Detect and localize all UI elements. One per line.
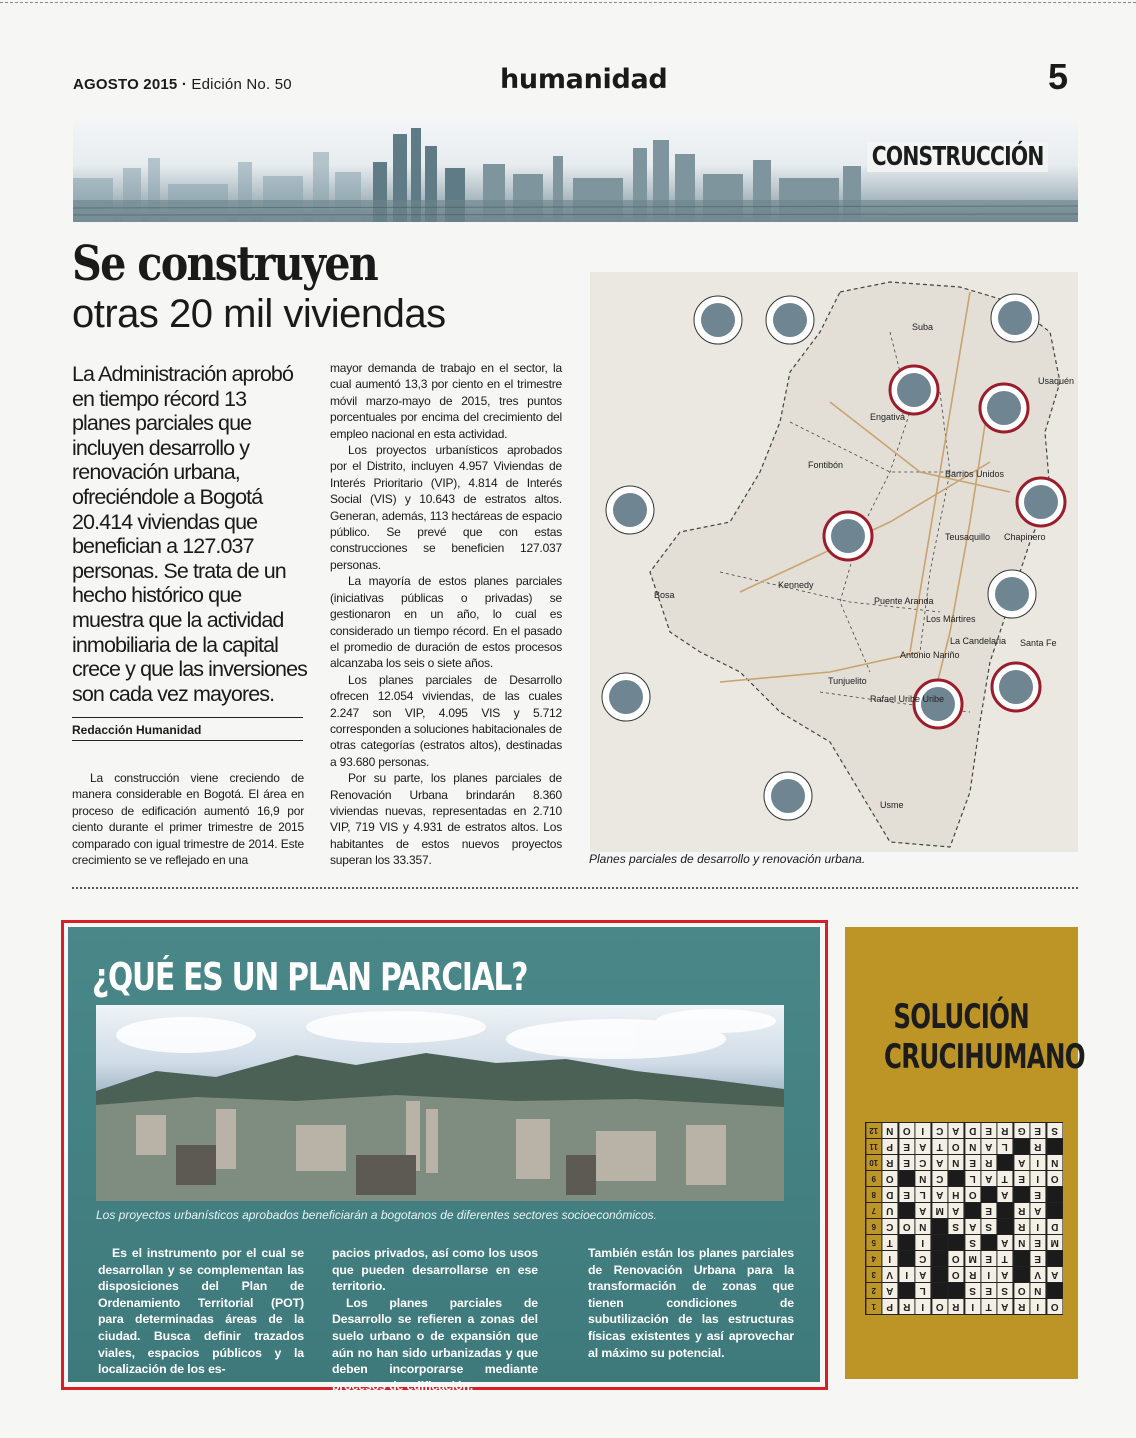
grid-letter-cell: E xyxy=(981,1283,996,1298)
grid-letter-cell: P xyxy=(882,1139,897,1154)
grid-letter-cell: R xyxy=(981,1155,996,1170)
map-label: Usaquén xyxy=(1038,376,1075,386)
grid-letter-cell: U xyxy=(882,1203,897,1218)
grid-letter-cell: N xyxy=(882,1123,897,1138)
bogota-map xyxy=(590,272,1078,852)
map-label: Los Mártires xyxy=(926,614,976,624)
grid-letter-cell: A xyxy=(932,1155,947,1170)
grid-black-cell xyxy=(899,1203,914,1218)
grid-black-cell xyxy=(1014,1139,1029,1154)
grid-letter-cell: I xyxy=(915,1235,930,1250)
grid-letter-cell: O xyxy=(965,1187,980,1202)
paragraph: Es el instrumento por el cual se desarrollan y se complementan las disposiciones del Plan de Ordenamiento Territorial (POT) para determinadas áreas de la ciudad. Busca definir trazados viales, espacios públicos y la localización de los es- xyxy=(98,1246,304,1377)
grid-letter-cell: O xyxy=(1047,1171,1062,1186)
grid-letter-cell: A xyxy=(997,1187,1012,1202)
newspaper-name: humanidad xyxy=(500,64,668,95)
map-label: Rafael Uribe Uribe xyxy=(870,694,945,704)
paragraph: La construcción viene creciendo de manera considerable en Bogotá. El área en proceso de edificación aumentó 16,9 por ciento durante el primer trimestre de 2015 comparado con igual trimestre de 2014. Este crecimiento se ve reflejado en una xyxy=(72,771,304,868)
grid-black-cell xyxy=(1014,1187,1029,1202)
article-column-1 xyxy=(72,770,304,868)
grid-letter-cell: A xyxy=(997,1267,1012,1282)
grid-letter-cell: R xyxy=(1030,1139,1045,1154)
map-label: Tunjuelito xyxy=(828,676,867,686)
grid-letter-cell: A xyxy=(981,1171,996,1186)
grid-letter-cell: E xyxy=(1030,1235,1045,1250)
grid-row-number: 6 xyxy=(866,1219,881,1234)
grid-letter-cell: I xyxy=(1030,1219,1045,1234)
grid-letter-cell: N xyxy=(1047,1155,1062,1170)
grid-black-cell xyxy=(948,1283,963,1298)
grid-letter-cell: S xyxy=(965,1235,980,1250)
grid-letter-cell: I xyxy=(1030,1155,1045,1170)
grid-black-cell xyxy=(997,1219,1012,1234)
grid-letter-cell: O xyxy=(948,1251,963,1266)
grid-letter-cell: R xyxy=(1014,1219,1029,1234)
map-label: Kennedy xyxy=(778,580,814,590)
section-divider xyxy=(72,887,1078,889)
plan-column-2 xyxy=(332,1245,538,1394)
grid-letter-cell: E xyxy=(1030,1251,1045,1266)
grid-letter-cell: E xyxy=(981,1251,996,1266)
grid-letter-cell: D xyxy=(882,1187,897,1202)
grid-letter-cell: I xyxy=(899,1267,914,1282)
grid-letter-cell: V xyxy=(882,1267,897,1282)
grid-black-cell xyxy=(965,1203,980,1218)
grid-letter-cell: N xyxy=(915,1171,930,1186)
paragraph: mayor demanda de trabajo en el sector, la cual aumentó 13,3 por ciento en el trimestre móvil marzo-mayo de 2015, tres puntos porcentuales por encima del crecimiento del empleo nacional en esta actividad. xyxy=(330,361,562,441)
grid-letter-cell: M xyxy=(1047,1235,1062,1250)
map-label: Barrios Unidos xyxy=(945,469,1005,479)
grid-letter-cell: R xyxy=(948,1299,963,1314)
grid-black-cell xyxy=(932,1219,947,1234)
grid-letter-cell: I xyxy=(981,1267,996,1282)
map-label: Bosa xyxy=(654,590,675,600)
grid-letter-cell: R xyxy=(997,1123,1012,1138)
grid-letter-cell: E xyxy=(899,1155,914,1170)
grid-black-cell xyxy=(932,1267,947,1282)
grid-row-number: 8 xyxy=(866,1187,881,1202)
plan-column-1 xyxy=(98,1245,304,1378)
grid-letter-cell: R xyxy=(1014,1299,1029,1314)
grid-letter-cell: A xyxy=(965,1219,980,1234)
grid-letter-cell: R xyxy=(1014,1203,1029,1218)
crossword-solution-box xyxy=(845,927,1085,1379)
grid-letter-cell: L xyxy=(915,1187,930,1202)
grid-letter-cell: A xyxy=(915,1203,930,1218)
grid-black-cell xyxy=(997,1155,1012,1170)
panorama-illustration xyxy=(96,1005,784,1201)
grid-black-cell xyxy=(1047,1203,1062,1218)
grid-letter-cell: A xyxy=(915,1267,930,1282)
grid-letter-cell: C xyxy=(882,1219,897,1234)
grid-letter-cell: I xyxy=(1030,1299,1045,1314)
grid-letter-cell: C xyxy=(915,1155,930,1170)
grid-row-number: 3 xyxy=(866,1267,881,1282)
grid-letter-cell: S xyxy=(1047,1123,1062,1138)
grid-letter-cell: A xyxy=(997,1235,1012,1250)
paragraph: También están los planes parciales de Renovación Urbana para la transformación de zonas que tienen condiciones de subutilización de las estructuras físicas existentes y así aprovechar al máximo su potencial. xyxy=(588,1246,794,1360)
issue-date xyxy=(73,76,292,93)
grid-letter-cell: E xyxy=(965,1155,980,1170)
plan-column-3 xyxy=(588,1245,794,1361)
grid-letter-cell: I xyxy=(1030,1171,1045,1186)
grid-letter-cell: A xyxy=(1030,1203,1045,1218)
paragraph: Los planes parciales de Desarrollo se refieren a zonas del suelo urbano o de expansión que aún no han sido urbanizadas y que deben incorporarse mediante procesos de edificación. xyxy=(332,1295,538,1393)
grid-letter-cell: A xyxy=(932,1187,947,1202)
grid-letter-cell: A xyxy=(1014,1155,1029,1170)
grid-black-cell xyxy=(932,1235,947,1250)
plan-box-title: ¿QUÉ ES UN PLAN PARCIAL? xyxy=(92,955,528,999)
grid-letter-cell: E xyxy=(899,1187,914,1202)
grid-letter-cell: A xyxy=(997,1299,1012,1314)
date-text: AGOSTO 2015 xyxy=(73,76,178,93)
byline: Redacción Humanidad xyxy=(72,723,202,737)
grid-letter-cell: T xyxy=(981,1299,996,1314)
grid-letter-cell: T xyxy=(997,1171,1012,1186)
grid-black-cell xyxy=(981,1235,996,1250)
crossword-grid xyxy=(865,1122,1063,1315)
grid-black-cell xyxy=(1047,1283,1062,1298)
grid-row-number: 2 xyxy=(866,1283,881,1298)
grid-letter-cell: O xyxy=(948,1139,963,1154)
grid-letter-cell: R xyxy=(899,1299,914,1314)
grid-letter-cell: D xyxy=(1047,1219,1062,1234)
article-column-2 xyxy=(330,360,562,869)
map-label: Teusaquillo xyxy=(945,532,991,542)
plan-parcial-box xyxy=(68,927,820,1393)
grid-letter-cell: E xyxy=(981,1203,996,1218)
grid-letter-cell: V xyxy=(1030,1267,1045,1282)
grid-letter-cell: O xyxy=(1014,1283,1029,1298)
grid-letter-cell: R xyxy=(965,1267,980,1282)
grid-letter-cell: I xyxy=(915,1123,930,1138)
map-label: Santa Fe xyxy=(1020,638,1057,648)
grid-black-cell xyxy=(899,1283,914,1298)
paragraph: Los proyectos urbanísticos aprobados por el Distrito, incluyen 4.957 Viviendas de Interés Prioritario (VIP), 4.814 de Interés Social (VIS) y 10.643 de estratos altos. Generan, además, 113 hectáreas de espacio público. Se prevé que con estas construcciones se beneficien 127.037 personas. xyxy=(330,443,562,572)
grid-black-cell xyxy=(932,1251,947,1266)
map-label: La Candelaria xyxy=(950,636,1007,646)
grid-row-number: 7 xyxy=(866,1203,881,1218)
photo-caption: Los proyectos urbanísticos aprobados beneficiarán a bogotanos de diferentes sectores socioeconómicos. xyxy=(96,1208,658,1222)
section-label: CONSTRUCCIÓN xyxy=(867,142,1048,172)
grid-letter-cell: T xyxy=(997,1251,1012,1266)
article-lede: La Administración aprobó en tiempo récord 13 planes parciales que incluyen desarrollo y renovación urbana, ofreciéndole a Bogotá 20.414 viviendas que benefician a 127.037 personas. Se trata de un hecho histórico que muestra que la actividad inmobiliaria de la capital crece y que las inversiones son cada vez mayores. xyxy=(72,362,308,706)
map-label: Puente Aranda xyxy=(874,596,934,606)
grid-letter-cell: L xyxy=(915,1283,930,1298)
grid-black-cell xyxy=(1014,1251,1029,1266)
grid-black-cell xyxy=(948,1235,963,1250)
grid-letter-cell: T xyxy=(932,1139,947,1154)
grid-letter-cell: M xyxy=(932,1203,947,1218)
grid-letter-cell: S xyxy=(948,1219,963,1234)
grid-letter-cell: S xyxy=(965,1283,980,1298)
grid-letter-cell: S xyxy=(981,1219,996,1234)
grid-letter-cell: N xyxy=(915,1219,930,1234)
grid-letter-cell: O xyxy=(948,1267,963,1282)
grid-black-cell xyxy=(1014,1267,1029,1282)
grid-black-cell xyxy=(899,1251,914,1266)
map-label: Antonio Nariño xyxy=(900,650,960,660)
edition-number: Edición No. 50 xyxy=(191,76,292,93)
grid-letter-cell: A xyxy=(1047,1267,1062,1282)
article-subheadline: otras 20 mil viviendas xyxy=(72,292,446,336)
grid-letter-cell: D xyxy=(965,1123,980,1138)
grid-black-cell xyxy=(981,1187,996,1202)
grid-black-cell xyxy=(1047,1139,1062,1154)
grid-letter-cell: L xyxy=(965,1171,980,1186)
crossword-title-line2: CRUCIHUMANO xyxy=(884,1037,1085,1077)
paragraph: La mayoría de estos planes parciales (iniciativas públicas o privadas) se gestionaron en un año, lo cual es considerado un tiempo récord. En el pasado el promedio de duración de estos procesos alcanzaba los seis o siete años. xyxy=(330,574,562,671)
grid-letter-cell: N xyxy=(948,1155,963,1170)
grid-letter-cell: A xyxy=(948,1123,963,1138)
grid-letter-cell: E xyxy=(899,1139,914,1154)
article-headline: Se construyen xyxy=(72,236,378,292)
crossword-title-line1: SOLUCIÓN xyxy=(893,997,1030,1037)
grid-row-number: 11 xyxy=(866,1139,881,1154)
map-label: Usme xyxy=(880,800,904,810)
grid-row-number: 1 xyxy=(866,1299,881,1314)
grid-row-number: 10 xyxy=(866,1155,881,1170)
grid-letter-cell: O xyxy=(899,1123,914,1138)
grid-letter-cell: N xyxy=(965,1139,980,1154)
grid-black-cell xyxy=(932,1283,947,1298)
grid-letter-cell: O xyxy=(899,1219,914,1234)
grid-letter-cell: A xyxy=(915,1139,930,1154)
grid-row-number: 9 xyxy=(866,1171,881,1186)
grid-letter-cell: G xyxy=(1014,1123,1029,1138)
grid-black-cell xyxy=(1047,1187,1062,1202)
grid-letter-cell: P xyxy=(882,1299,897,1314)
grid-letter-cell: O xyxy=(932,1299,947,1314)
grid-black-cell xyxy=(899,1171,914,1186)
grid-letter-cell: E xyxy=(1030,1187,1045,1202)
page-top-rule xyxy=(0,2,1136,3)
grid-letter-cell: E xyxy=(981,1123,996,1138)
grid-letter-cell: I xyxy=(965,1299,980,1314)
grid-black-cell xyxy=(948,1171,963,1186)
map-caption: Planes parciales de desarrollo y renovación urbana. xyxy=(589,852,866,866)
grid-letter-cell: T xyxy=(882,1235,897,1250)
paragraph: Los planes parciales de Desarrollo ofrecen 12.054 viviendas, de las cuales 2.247 son VIP, 4.095 VIS y 5.712 corresponden a soluciones habitacionales de otras categorías (estratos altos), destinadas a 93.680 personas. xyxy=(330,672,562,769)
date-separator: · xyxy=(181,76,188,93)
map-label: Chapinero xyxy=(1004,532,1046,542)
grid-letter-cell: C xyxy=(915,1251,930,1266)
grid-letter-cell: C xyxy=(932,1171,947,1186)
grid-letter-cell: R xyxy=(882,1155,897,1170)
grid-letter-cell: I xyxy=(882,1251,897,1266)
paragraph: pacios privados, así como los usos que pueden desarrollarse en ese territorio. xyxy=(332,1246,538,1294)
map-label: Engativá xyxy=(870,412,906,422)
grid-letter-cell: I xyxy=(915,1299,930,1314)
byline-rule-top xyxy=(72,717,303,718)
grid-black-cell xyxy=(899,1235,914,1250)
grid-row-number: 12 xyxy=(866,1123,881,1138)
section-banner xyxy=(73,118,1078,222)
map-graphic xyxy=(590,272,1078,852)
bogota-panorama-photo xyxy=(96,1005,784,1201)
grid-letter-cell: E xyxy=(1014,1171,1029,1186)
map-label: Fontibón xyxy=(808,460,844,470)
grid-letter-cell: M xyxy=(965,1251,980,1266)
grid-letter-cell: O xyxy=(882,1171,897,1186)
grid-letter-cell: H xyxy=(948,1187,963,1202)
grid-letter-cell: A xyxy=(981,1139,996,1154)
grid-letter-cell: L xyxy=(997,1139,1012,1154)
byline-rule-bottom xyxy=(72,740,303,741)
page-number: 5 xyxy=(1048,56,1069,97)
grid-letter-cell: E xyxy=(1030,1123,1045,1138)
grid-letter-cell: S xyxy=(997,1283,1012,1298)
grid-letter-cell: N xyxy=(1014,1235,1029,1250)
grid-black-cell xyxy=(997,1203,1012,1218)
grid-letter-cell: O xyxy=(1047,1299,1062,1314)
grid-letter-cell: A xyxy=(948,1203,963,1218)
paragraph: Por su parte, los planes parciales de Renovación Urbana brindarán 8.360 viviendas nuevas, representadas en 2.710 VIP, 719 VIS y 4.931 de estratos altos. Los habitantes de estos nuevos proyectos superan los 33.357. xyxy=(330,771,562,868)
grid-letter-cell: N xyxy=(1030,1283,1045,1298)
grid-row-number: 4 xyxy=(866,1251,881,1266)
grid-letter-cell: A xyxy=(882,1283,897,1298)
grid-letter-cell: C xyxy=(932,1123,947,1138)
grid-row-number: 5 xyxy=(866,1235,881,1250)
grid-black-cell xyxy=(1047,1251,1062,1266)
map-label: Suba xyxy=(912,322,934,332)
